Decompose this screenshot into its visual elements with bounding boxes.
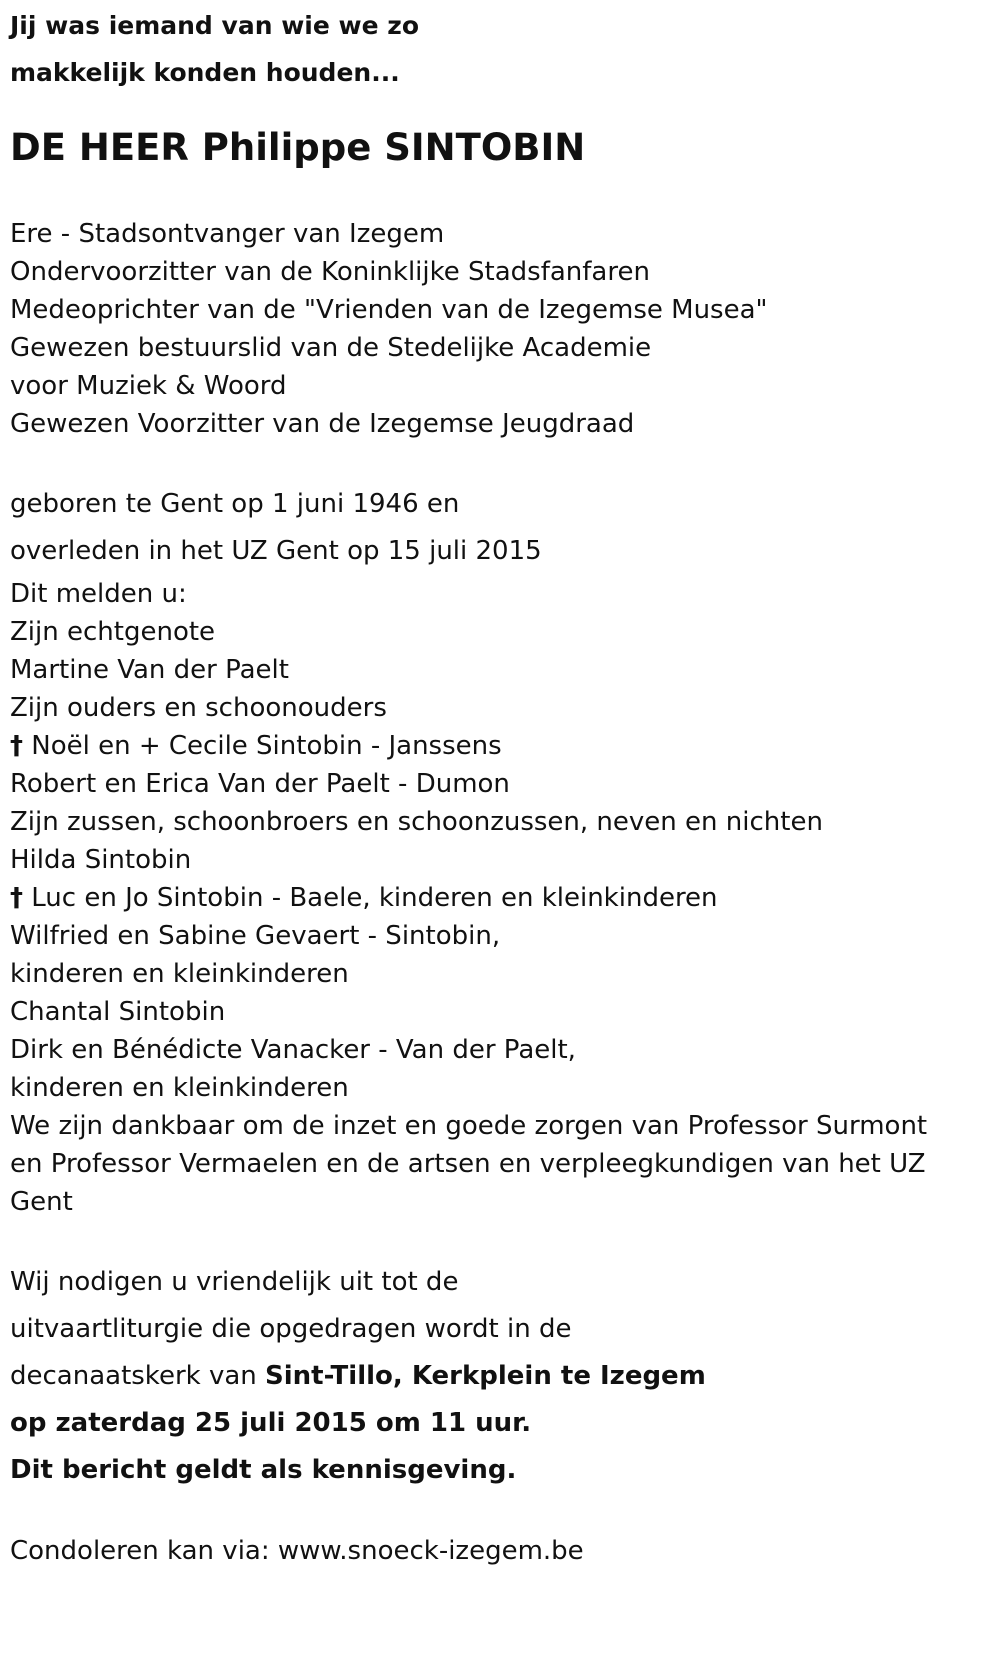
title-item: Gewezen Voorzitter van de Izegemse Jeugdraad bbox=[10, 409, 635, 439]
intro-quote bbox=[10, 2, 990, 96]
sibling-line-1: Hilda Sintobin bbox=[10, 845, 192, 875]
invite-line-3 bbox=[10, 1353, 990, 1400]
birth-line: geboren te Gent op 1 juni 1946 en bbox=[10, 489, 460, 519]
siblings-label: Zijn zussen, schoonbroers en schoonzussen, neven en nichten bbox=[10, 807, 823, 837]
condolence-link[interactable]: www.snoeck-izegem.be bbox=[277, 1536, 584, 1566]
sibling-line-3a: Wilfried en Sabine Gevaert - Sintobin, bbox=[10, 921, 501, 951]
sibling-line-3b: kinderen en kleinkinderen bbox=[10, 959, 349, 989]
parents-line-1 bbox=[10, 727, 990, 765]
spouse-name: Martine Van der Paelt bbox=[10, 655, 289, 685]
thanks-line-1: We zijn dankbaar om de inzet en goede zorgen van Professor Surmont bbox=[10, 1111, 928, 1141]
cross-icon: † bbox=[10, 883, 23, 913]
invite-date-line: op zaterdag 25 juli 2015 om 11 uur. bbox=[10, 1408, 532, 1438]
sibling-names-2: Luc en Jo Sintobin - Baele, kinderen en kleinkinderen bbox=[31, 883, 718, 913]
death-line: overleden in het UZ Gent op 15 juli 2015 bbox=[10, 536, 542, 566]
invite-line-2: uitvaartliturgie die opgedragen wordt in de bbox=[10, 1314, 572, 1344]
sibling-line-4: Chantal Sintobin bbox=[10, 997, 226, 1027]
sibling-line-5a: Dirk en Bénédicte Vanacker - Van der Paelt, bbox=[10, 1035, 576, 1065]
spouse-label: Zijn echtgenote bbox=[10, 617, 216, 647]
invite-church-place: Sint-Tillo, Kerkplein te Izegem bbox=[265, 1361, 706, 1391]
thanks-line-3: Gent bbox=[10, 1187, 73, 1217]
sibling-line-2 bbox=[10, 879, 990, 917]
life-dates bbox=[10, 481, 990, 575]
thanks-line-2: en Professor Vermaelen en de artsen en verpleegkundigen van het UZ bbox=[10, 1149, 926, 1179]
parents-names-1: Noël en + Cecile Sintobin - Janssens bbox=[31, 731, 502, 761]
parents-label: Zijn ouders en schoonouders bbox=[10, 693, 387, 723]
title-item: voor Muziek & Woord bbox=[10, 371, 287, 401]
title-item: Ondervoorzitter van de Koninklijke Stadsfanfaren bbox=[10, 257, 650, 287]
invite-line-1: Wij nodigen u vriendelijk uit tot de bbox=[10, 1267, 459, 1297]
title-item: Gewezen bestuurslid van de Stedelijke Academie bbox=[10, 333, 652, 363]
notice-line: Dit bericht geldt als kennisgeving. bbox=[10, 1455, 517, 1485]
titles-list bbox=[10, 215, 990, 443]
intro-line-2: makkelijk konden houden... bbox=[10, 58, 400, 87]
parents-line-2: Robert en Erica Van der Paelt - Dumon bbox=[10, 769, 510, 799]
deceased-name: DE HEER Philippe SINTOBIN bbox=[10, 126, 586, 169]
condolence-line bbox=[10, 1532, 990, 1570]
funeral-invitation bbox=[10, 1259, 990, 1494]
title-item: Ere - Stadsontvanger van Izegem bbox=[10, 219, 445, 249]
cross-icon: † bbox=[10, 731, 23, 761]
condolence-prefix: Condoleren kan via: bbox=[10, 1536, 278, 1566]
family-list bbox=[10, 575, 990, 1221]
obituary-notice bbox=[10, 0, 990, 1570]
announce-line: Dit melden u: bbox=[10, 579, 187, 609]
sibling-line-5b: kinderen en kleinkinderen bbox=[10, 1073, 349, 1103]
invite-church-prefix: decanaatskerk van bbox=[10, 1361, 266, 1391]
title-item: Medeoprichter van de "Vrienden van de Izegemse Musea" bbox=[10, 295, 768, 325]
intro-line-1: Jij was iemand van wie we zo bbox=[10, 11, 420, 40]
